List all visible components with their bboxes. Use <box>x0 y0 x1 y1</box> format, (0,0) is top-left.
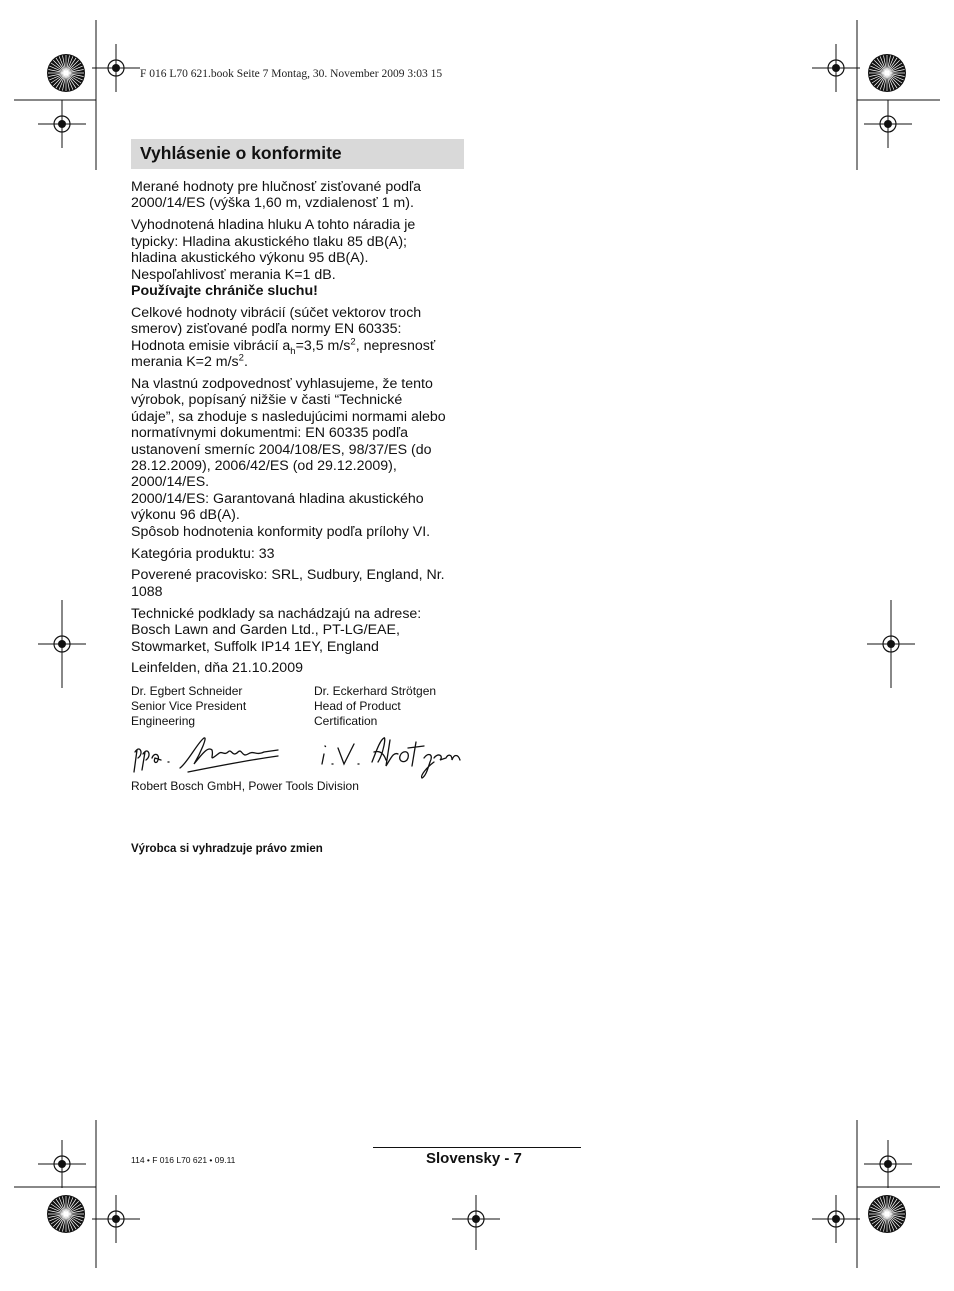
text-line: Kategória produktu: 33 <box>131 545 275 562</box>
reservation-note: Výrobca si vyhradzuje právo zmien <box>131 843 323 855</box>
print-header: F 016 L70 621.book Seite 7 Montag, 30. November 2009 3:03 15 <box>140 68 443 80</box>
text-line: 1088 <box>131 583 163 600</box>
noise-level-paragraph <box>131 217 471 299</box>
vibration-paragraph <box>131 305 471 371</box>
vibration-value-line <box>131 335 471 357</box>
section-title: Vyhlásenie o konformite <box>140 143 342 163</box>
text-line: Celkové hodnoty vibrácií (súčet vektorov troch <box>131 304 422 321</box>
signatory-left <box>131 684 246 728</box>
text-line: smerov) zisťované podľa normy EN 60335: <box>131 321 402 338</box>
text-line: výkonu 96 dB(A). <box>131 507 240 524</box>
handwritten-signatures <box>128 732 468 780</box>
signatory-title: Head of Product <box>314 698 401 713</box>
superscript: 2 <box>238 352 244 364</box>
tech-docs-paragraph <box>131 606 471 655</box>
text-line: Poverené pracovisko: SRL, Sudbury, England, Nr. <box>131 567 445 584</box>
text-line: Bosch Lawn and Garden Ltd., PT-LG/EAE, <box>131 622 400 639</box>
noise-measure-paragraph <box>131 179 471 212</box>
text-line: 28.12.2009), 2006/42/ES (od 29.12.2009), <box>131 458 397 474</box>
place-date: Leinfelden, dňa 21.10.2009 <box>131 660 303 677</box>
text-line: Na vlastnú zodpovednosť vyhlasujeme, že tento <box>131 375 433 392</box>
text-fragment: , nepresnosť <box>355 337 436 354</box>
declaration-paragraph <box>131 376 471 540</box>
signatory-department: Certification <box>314 713 378 728</box>
text-line: Vyhodnotená hladina hluku A tohto náradia je <box>131 217 416 234</box>
place-date-paragraph <box>131 660 471 676</box>
text-line: hladina akustického výkonu 95 dB(A). <box>131 250 369 267</box>
superscript: 2 <box>350 335 356 347</box>
signature-left <box>134 738 278 772</box>
text-line: ustanovení smerníc 2004/108/ES, 98/37/ES (do <box>131 441 432 458</box>
signature-right <box>322 738 460 778</box>
text-line: 2000/14/ES (výška 1,60 m, vzdialenosť 1 m). <box>131 195 414 212</box>
signatory-department: Engineering <box>131 713 196 728</box>
text-line: Merané hodnoty pre hlučnosť zisťované podľa <box>131 179 422 195</box>
uncertainty-line <box>131 354 471 370</box>
footer-code: 114 • F 016 L70 621 • 09.11 <box>131 1155 236 1165</box>
signatory-title: Senior Vice President <box>131 698 247 713</box>
text-fragment: Hodnota emisie vibrácií a <box>131 337 291 354</box>
text-line: výrobok, popísaný nižšie v časti “Technické <box>131 392 403 409</box>
signatory-name: Dr. Egbert Schneider <box>131 684 243 698</box>
category-paragraph <box>131 546 471 562</box>
text-fragment: merania K=2 m/s <box>131 354 239 371</box>
text-line: 2000/14/ES. <box>131 474 210 491</box>
declaration-body <box>131 179 471 682</box>
company-name: Robert Bosch GmbH, Power Tools Division <box>131 779 359 793</box>
text-line: Stowmarket, Suffolk IP14 1EY, England <box>131 638 379 655</box>
text-fragment: . <box>243 354 248 371</box>
text-line: Technické podklady sa nachádzajú na adrese: <box>131 605 422 622</box>
signatory-right <box>314 684 436 728</box>
text-fragment: =3,5 m/s <box>295 337 351 354</box>
footer-divider <box>373 1147 581 1148</box>
text-line: 2000/14/ES: Garantovaná hladina akustického <box>131 490 424 507</box>
section-heading <box>131 139 464 169</box>
text-line: Nespoľahlivosť merania K=1 dB. <box>131 266 336 283</box>
text-line: typicky: Hladina akustického tlaku 85 dB(A); <box>131 233 407 250</box>
signatory-name: Dr. Eckerhard Strötgen <box>314 684 437 698</box>
hearing-warning: Používajte chrániče sluchu! <box>131 282 318 299</box>
text-line: údaje”, sa zhoduje s nasledujúcimi normami alebo <box>131 408 446 425</box>
text-line: Spôsob hodnotenia konformity podľa prílohy VI. <box>131 523 431 540</box>
page-language-number: Slovensky - 7 <box>426 1150 522 1167</box>
subscript: h <box>290 345 296 357</box>
notified-body-paragraph <box>131 567 471 600</box>
text-line: normatívnymi dokumentmi: EN 60335 podľa <box>131 425 408 442</box>
